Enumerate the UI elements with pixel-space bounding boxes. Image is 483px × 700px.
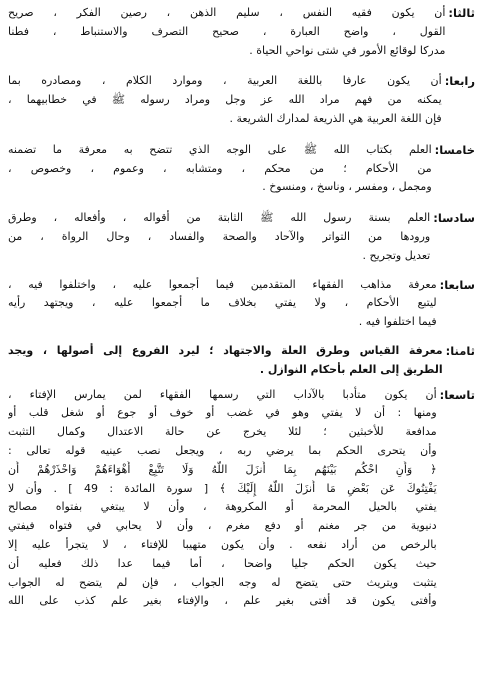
section-body [8, 342, 443, 380]
section-body [8, 72, 442, 128]
text-line: ومجمل ، ومفسر ، وناسخ ، ومنسوخ . [262, 180, 432, 194]
section-body [8, 276, 437, 332]
section-body [8, 4, 445, 60]
text-line: أن يكون عارفا باللغة العربية ، وموارد الكلام ، ومصادره بما [8, 74, 442, 88]
quran-verse-line: ﴿ وَأَنِ احْكُم بَيْنَهُم بِمَا أَنزَلَ اللَّهُ وَلَا تَتَّبِعْ أَهْوَاءَهُمْ وَاحْذَرْهُمْ أَن [8, 462, 437, 476]
section-eighth [8, 342, 475, 380]
text-line: يفتي بالحيل المحرمة أو المكروهة ، وأن لا يبتغي بفتواه مصالح [8, 500, 437, 514]
section-sixth [8, 209, 475, 265]
section-label: سابعا: [439, 277, 475, 292]
section-body [8, 209, 430, 265]
section-label: تاسعا: [439, 387, 475, 402]
section-seventh [8, 276, 475, 332]
text-line: معرفة القياس وطرق العلة والاجتهاد ؛ ليرد الفروع إلى أصولها ، ويجد [8, 343, 443, 357]
section-label: رابعا: [444, 74, 475, 89]
section-third [8, 4, 475, 60]
section-fifth [8, 141, 475, 197]
section-ninth [8, 386, 475, 612]
text-line: يتثبت ويتريث حتى يتضح له وجه الجواب ، فإن لم يتضح له الجواب [8, 575, 437, 589]
text-line: القول ، واضح العبارة ، صحيح التصرف والاستنباط ، فطنا [8, 24, 446, 38]
text-line: مدركا لوقائع الأمور في شتى نواحي الحياة . [249, 43, 446, 57]
text-line: وأفتى يكون قد أفتى بغير علم ، والإفتاء بغير علم كذب على الله [8, 594, 437, 608]
section-label: ثامنا: [445, 343, 475, 358]
text-line: أن يكون متأدبا بالآداب التي رسمها الفقهاء لمن يمارس الإفتاء ، [8, 387, 437, 401]
text-line: دنيوية من جر مغنم أو دفع مغرم ، وأن لا يحابي في فتواه فيفتي [8, 519, 437, 533]
text-line: بالرخص من أراد نفعه . وأن يكون متهيبا للإفتاء ، لا يتجرأ عليه إلا [8, 537, 437, 551]
text-line: مدافعة للأخبثين ؛ لئلا يخرج عن حالة الاعتدال وكمال التثبت [8, 425, 437, 439]
section-label: سادسا: [433, 211, 475, 226]
text-line: من الأحكام ؛ من محكم ، ومتشابه ، وعموم ، وخصوص ، [8, 161, 432, 175]
section-body [8, 141, 432, 197]
text-line: يمكنه من فهم مراد الله عز وجل ومراد رسوله ﷺ في خطابيهما ، [8, 93, 442, 107]
text-line: حيث يكون الحكم جليا واضحا ، أما فيما عدا ذلك فعليه أن [8, 556, 437, 570]
text-line: العلم بكتاب الله ﷺ على الوجه الذي تتضح به معرفة ما تضمنه [8, 142, 432, 156]
text-line: تعديل وتجريح . [362, 248, 431, 262]
text-line: وأن يتحرى الحكم بما يرضي ربه ، ويجعل نصب عينيه قوله تعالى : [8, 443, 437, 457]
section-fourth [8, 72, 475, 128]
text-line: ومنها : أن لا يفتي وهو في غضب أو خوف أو جوع أو شغل قلب أو [8, 406, 437, 420]
text-line: فيما اختلفوا فيه . [358, 315, 437, 329]
text-line: ليتبع الأحكام ، ولا يفتي بخلاف ما أجمعوا عليه ، ويجتهد رأيه [8, 296, 437, 310]
text-line: فإن اللغة العربية هي الذريعة لمدارك الشريعة . [229, 111, 442, 125]
section-label: ثالثا: [448, 6, 475, 20]
text-line: أن يكون فقيه النفس ، سليم الذهن ، رصين الفكر ، صريح [8, 6, 446, 19]
section-body [8, 386, 437, 612]
section-label: خامسا: [434, 142, 475, 157]
text-line: معرفة مذاهب الفقهاء المتقدمين فيما أجمعوا عليه ، واختلفوا فيه ، [8, 277, 437, 291]
text-line: العلم بسنة رسول الله ﷺ الثابتة من أقواله ، وأفعاله ، وطرق [8, 211, 431, 225]
quran-verse-line: يَفْتِنُوكَ عَن بَعْضِ مَا أَنزَلَ اللَّهُ إِلَيْكَ ﴾ [ سورة المائدة : 49 ] . وأن لا [8, 481, 437, 495]
text-line: الطريق إلى العلم بأحكام النوازل . [259, 362, 443, 376]
text-line: ورودها من التواتر والآحاد والصحة والفساد ، وحال الرواة ، من [8, 229, 431, 243]
